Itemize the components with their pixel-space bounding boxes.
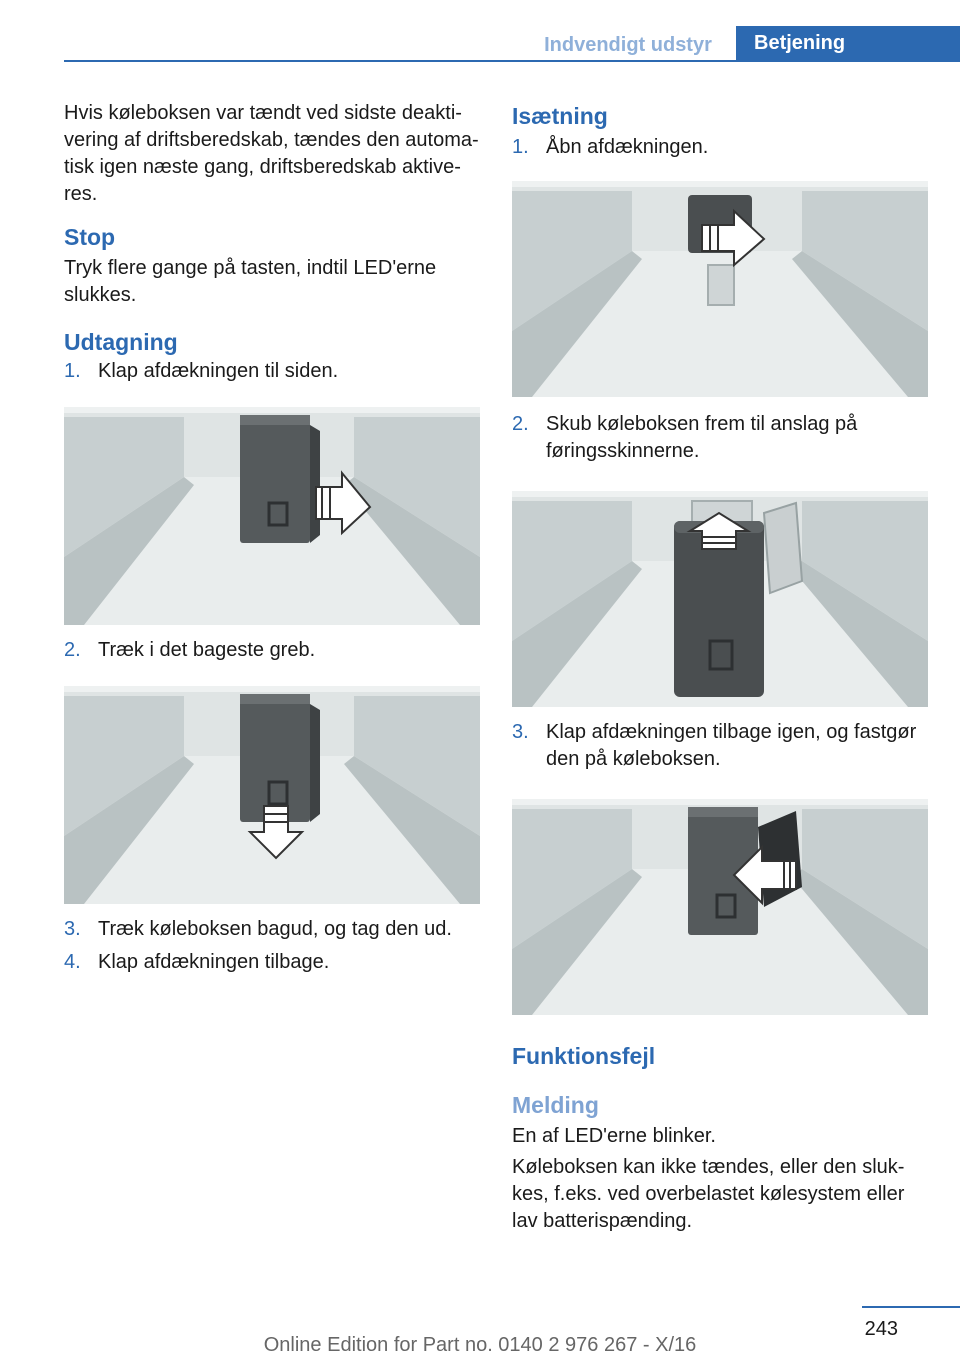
- step-number: 1.: [512, 136, 529, 158]
- insert-step-2: [512, 411, 928, 465]
- step-number: 3.: [64, 918, 81, 940]
- message-heading: Melding: [512, 1092, 599, 1118]
- removal-heading: Udtagning: [64, 329, 178, 355]
- removal-step-1: [64, 358, 480, 385]
- right-column: [512, 100, 928, 1235]
- figure-open-flap: [512, 181, 928, 397]
- step-text: Åbn afdækningen.: [546, 136, 709, 158]
- stop-heading: Stop: [64, 224, 116, 250]
- step-number: 3.: [512, 721, 529, 743]
- step-number: 1.: [64, 360, 81, 382]
- step-text: Klap afdækningen tilbage.: [98, 951, 330, 973]
- removal-step-3: [64, 916, 480, 943]
- intro-paragraph: Hvis køleboksen var tændt ved sidste deaktivering af driftsberedskab, tændes den automatisk igen næste gang, driftsberedskab aktiveres.: [64, 102, 479, 205]
- step-text: Træk køleboksen bagud, og tag den ud.: [98, 918, 452, 940]
- insert-step-3: [512, 719, 928, 773]
- header-tab: Betjening: [736, 26, 960, 62]
- insert-heading: Isætning: [512, 103, 608, 129]
- step-number: 4.: [64, 951, 81, 973]
- removal-step-2: [64, 637, 480, 664]
- figure-push-box: [512, 491, 928, 707]
- step-text: Træk i det bageste greb.: [98, 639, 316, 661]
- step-number: 2.: [512, 413, 529, 435]
- message-line-1: En af LED'erne blinker.: [512, 1125, 716, 1147]
- message-line-2: Køleboksen kan ikke tændes, eller den slukkes, f.eks. ved overbelastet kølesystem eller lav batterispænding.: [512, 1156, 905, 1232]
- figure-open-cover: [64, 407, 480, 625]
- header-rule: [64, 60, 960, 62]
- step-text: Skub køleboksen frem til anslag på føringsskinnerne.: [546, 413, 858, 462]
- footer-rule: [862, 1306, 960, 1308]
- malfunction-heading: Funktionsfejl: [512, 1043, 656, 1069]
- figure-pull-handle: [64, 686, 480, 904]
- step-number: 2.: [64, 639, 81, 661]
- removal-step-4: [64, 949, 480, 976]
- footer-edition: Online Edition for Part no. 0140 2 976 267 - X/16: [263, 1334, 697, 1356]
- step-text: Klap afdækningen til siden.: [98, 360, 339, 382]
- header-section-label: Indvendigt udstyr: [544, 34, 712, 56]
- stop-text: Tryk flere gange på tasten, indtil LED'erne slukkes.: [64, 257, 437, 306]
- left-column: [64, 100, 480, 976]
- step-text: Klap afdækningen tilbage igen, og fastgør den på køleboksen.: [546, 721, 917, 770]
- figure-close-flap: [512, 799, 928, 1015]
- insert-step-1: [512, 134, 928, 161]
- page-number: 243: [864, 1318, 898, 1340]
